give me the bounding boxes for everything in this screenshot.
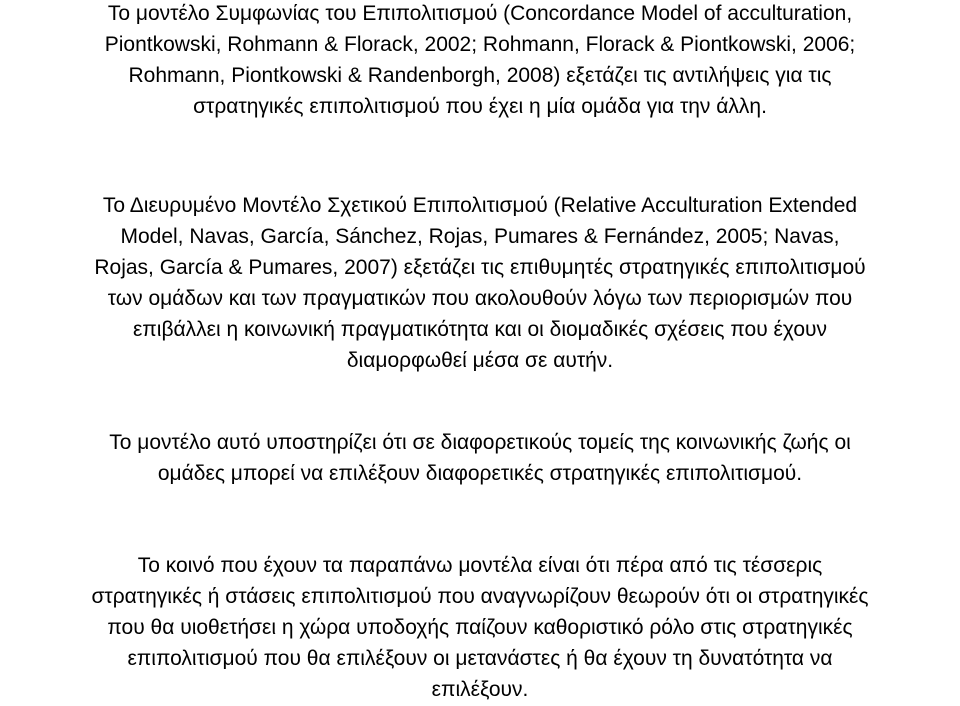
text-line: Το μοντέλο αυτό υποστηρίζει ότι σε διαφορετικούς τομείς της κοινωνικής ζωής οι xyxy=(109,431,851,454)
text-line: Piontkowski, Rohmann & Florack, 2002; Rohmann, Florack & Piontkowski, 2006; xyxy=(104,33,856,56)
paragraph-common-ground xyxy=(0,550,960,705)
text-line: επιβάλλει η κοινωνική πραγματικότητα και οι διομαδικές σχέσεις που έχουν xyxy=(132,318,828,341)
text-line: ομάδες μπορεί να επιλέξουν διαφορετικές στρατηγικές επιπολιτισμού. xyxy=(157,462,803,485)
text-line: Rojas, García & Pumares, 2007) εξετάζει τις επιθυμητές στρατηγικές επιπολιτισμού xyxy=(94,256,866,279)
paragraph-model-domains xyxy=(0,427,960,489)
paragraph-concordance-model xyxy=(0,0,960,122)
text-line: επιλέξουν. xyxy=(431,678,529,701)
text-line: Model, Navas, García, Sánchez, Rojas, Pumares & Fernández, 2005; Navas, xyxy=(120,225,840,248)
text-line: επιπολιτισμού που θα επιλέξουν οι μετανάστες ή θα έχουν τη δυνατότητα να xyxy=(127,647,833,670)
text-line: Rohmann, Piontkowski & Randenborgh, 2008) εξετάζει τις αντιλήψεις για τις xyxy=(128,64,832,87)
text-line: Το κοινό που έχουν τα παραπάνω μοντέλα είναι ότι πέρα από τις τέσσερις xyxy=(137,554,823,577)
text-line: που θα υιοθετήσει η χώρα υποδοχής παίζουν καθοριστικό ρόλο στις στρατηγικές xyxy=(107,616,853,639)
text-line: των ομάδων και των πραγματικών που ακολουθούν λόγω των περιορισμών που xyxy=(107,287,853,310)
text-line: στρατηγικές επιπολιτισμού που έχει η μία ομάδα για την άλλη. xyxy=(193,95,767,118)
text-line: διαμορφωθεί μέσα σε αυτήν. xyxy=(346,349,614,372)
text-line: στρατηγικές ή στάσεις επιπολιτισμού που αναγνωρίζουν θεωρούν ότι οι στρατηγικές xyxy=(91,585,869,608)
paragraph-relative-acculturation-model xyxy=(0,190,960,376)
text-line: Το Διευρυμένο Μοντέλο Σχετικού Επιπολιτισμού (Relative Acculturation Extended xyxy=(102,194,858,217)
text-line: Το μοντέλο Συμφωνίας του Επιπολιτισμού (Concordance Model of acculturation, xyxy=(107,2,853,25)
